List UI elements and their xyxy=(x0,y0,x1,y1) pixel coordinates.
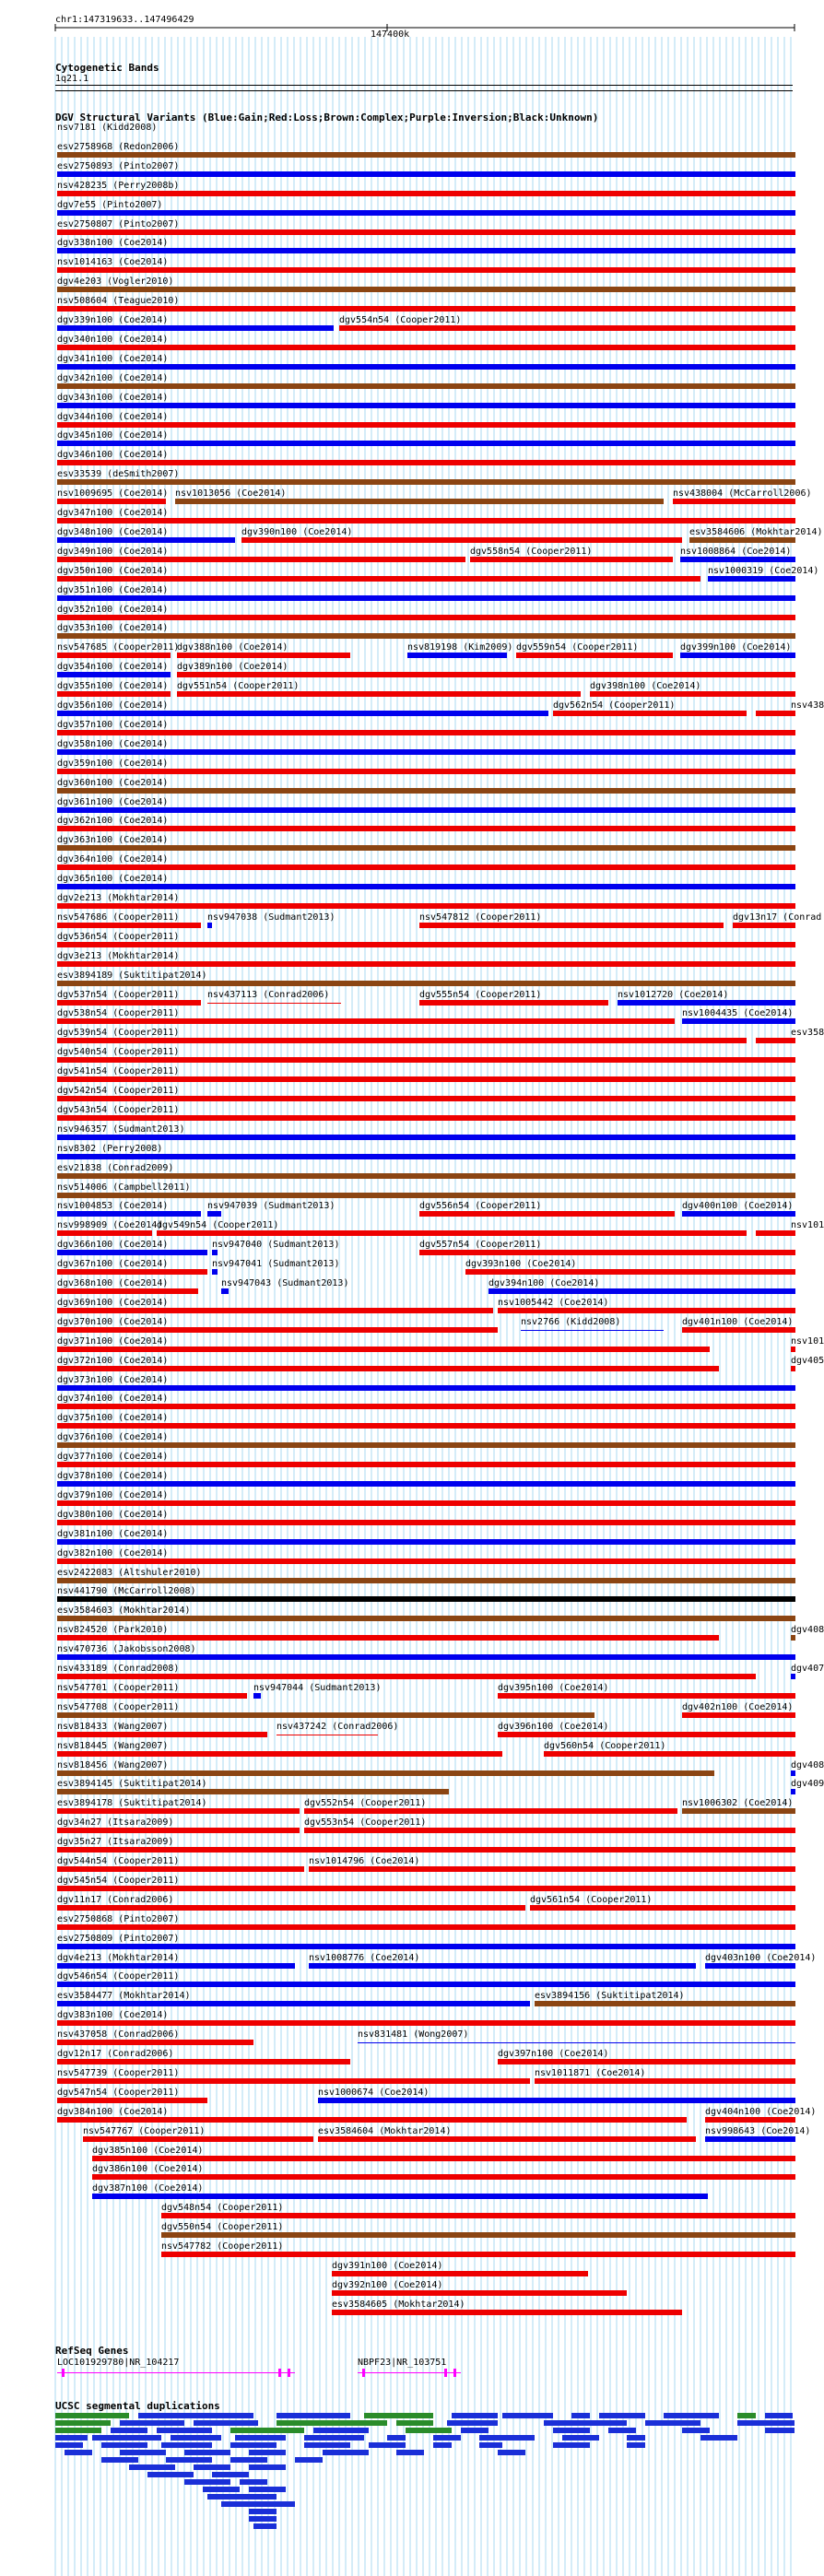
variant-label[interactable]: dgv383n100 (Coe2014) xyxy=(57,2010,169,2021)
variant-label[interactable]: dgv343n100 (Coe2014) xyxy=(57,392,169,403)
variant-label[interactable]: nsv101 xyxy=(791,1220,824,1231)
variant-label[interactable]: dgv354n100 (Coe2014) xyxy=(57,662,169,673)
variant-label[interactable]: dgv379n100 (Coe2014) xyxy=(57,1489,169,1500)
segdup-block[interactable] xyxy=(166,2457,212,2463)
variant-label[interactable]: nsv441790 (McCarroll2008) xyxy=(57,1586,196,1597)
variant-label[interactable]: nsv101 xyxy=(791,1335,824,1347)
variant-label[interactable]: dgv545n54 (Cooper2011) xyxy=(57,1875,180,1886)
segdup-block[interactable] xyxy=(129,2464,175,2470)
segdup-block[interactable] xyxy=(571,2413,590,2418)
variant-label[interactable]: dgv362n100 (Coe2014) xyxy=(57,816,169,827)
segdup-block[interactable] xyxy=(212,2472,249,2477)
variant-label[interactable]: dgv351n100 (Coe2014) xyxy=(57,584,169,595)
segdup-block[interactable] xyxy=(479,2435,535,2441)
segdup-block[interactable] xyxy=(249,2487,286,2492)
segdup-block[interactable] xyxy=(304,2435,364,2441)
segdup-block[interactable] xyxy=(147,2472,194,2477)
variant-label[interactable]: dgv402n100 (Coe2014) xyxy=(682,1701,794,1712)
variant-label[interactable]: nsv947040 (Sudmant2013) xyxy=(212,1240,340,1251)
variant-label[interactable]: dgv391n100 (Coe2014) xyxy=(332,2260,443,2271)
gene-label[interactable]: LOC101929780|NR_104217 xyxy=(57,2358,180,2368)
segdup-block[interactable] xyxy=(544,2420,627,2426)
segdup-block[interactable] xyxy=(433,2442,452,2448)
variant-label[interactable]: dgv340n100 (Coe2014) xyxy=(57,334,169,345)
variant-label[interactable]: dgv558n54 (Cooper2011) xyxy=(470,546,593,557)
ruler-range: chr1:147319633..147496429 xyxy=(55,15,194,25)
variant-label[interactable]: nsv1008864 (Coe2014) xyxy=(680,546,792,557)
segdup-block[interactable] xyxy=(461,2428,489,2433)
segdup-block[interactable] xyxy=(184,2479,230,2485)
variant-label[interactable]: nsv547686 (Cooper2011) xyxy=(57,912,180,923)
variant-label[interactable]: dgv357n100 (Coe2014) xyxy=(57,719,169,730)
variant-label[interactable]: dgv373n100 (Coe2014) xyxy=(57,1374,169,1385)
variant-label[interactable]: nsv947041 (Sudmant2013) xyxy=(212,1259,340,1270)
variant-label[interactable]: dgv380n100 (Coe2014) xyxy=(57,1509,169,1520)
variant-label[interactable]: dgv389n100 (Coe2014) xyxy=(177,662,288,673)
segdup-block[interactable] xyxy=(502,2413,553,2418)
variant-label[interactable]: nsv470736 (Jakobsson2008) xyxy=(57,1644,196,1655)
variant-label[interactable]: nsv437058 (Conrad2006) xyxy=(57,2029,180,2041)
variant-label[interactable]: dgv348n100 (Coe2014) xyxy=(57,526,169,537)
variant-label[interactable]: nsv819198 (Kim2009) xyxy=(407,642,513,653)
variant-label[interactable]: dgv346n100 (Coe2014) xyxy=(57,450,169,461)
segdup-block[interactable] xyxy=(55,2435,88,2441)
variant-label[interactable]: nsv1004853 (Coe2014) xyxy=(57,1201,169,1212)
variant-label[interactable]: dgv384n100 (Coe2014) xyxy=(57,2106,169,2117)
segdup-block[interactable] xyxy=(737,2413,756,2418)
variant-label[interactable]: esv3894145 (Suktitipat2014) xyxy=(57,1779,207,1790)
variant-label[interactable]: nsv547701 (Cooper2011) xyxy=(57,1682,180,1693)
variant-label[interactable]: dgv376n100 (Coe2014) xyxy=(57,1432,169,1443)
segdup-block[interactable] xyxy=(207,2494,277,2500)
variant-label[interactable]: nsv437113 (Conrad2006) xyxy=(207,989,330,1000)
variant-label[interactable]: dgv375n100 (Coe2014) xyxy=(57,1413,169,1424)
variant-label[interactable]: esv358 xyxy=(791,1028,824,1039)
variant-label[interactable]: nsv514006 (Campbell2011) xyxy=(57,1182,191,1193)
segdup-block[interactable] xyxy=(249,2450,286,2455)
variant-label[interactable]: dgv360n100 (Coe2014) xyxy=(57,777,169,788)
variant-label[interactable]: dgv11n17 (Conrad2006) xyxy=(57,1894,174,1905)
variant-label[interactable]: dgv546n54 (Cooper2011) xyxy=(57,1971,180,1982)
segdup-block[interactable] xyxy=(171,2435,221,2441)
segdup-block[interactable] xyxy=(553,2428,590,2433)
variant-label[interactable]: nsv818433 (Wang2007) xyxy=(57,1721,169,1732)
segdup-block[interactable] xyxy=(295,2457,323,2463)
variant-label[interactable]: dgv539n54 (Cooper2011) xyxy=(57,1028,180,1039)
segdup-block[interactable] xyxy=(230,2457,267,2463)
variant-label[interactable]: dgv392n100 (Coe2014) xyxy=(332,2279,443,2290)
variant-label[interactable]: dgv407 xyxy=(791,1664,824,1674)
variant-label[interactable]: dgv560n54 (Cooper2011) xyxy=(544,1740,666,1751)
variant-label[interactable]: dgv364n100 (Coe2014) xyxy=(57,854,169,865)
variant-label[interactable]: dgv536n54 (Cooper2011) xyxy=(57,931,180,942)
variant-label[interactable]: dgv381n100 (Coe2014) xyxy=(57,1528,169,1539)
variant-label[interactable]: dgv341n100 (Coe2014) xyxy=(57,353,169,364)
segdup-block[interactable] xyxy=(447,2420,498,2426)
variant-label[interactable]: dgv378n100 (Coe2014) xyxy=(57,1471,169,1481)
variant-label[interactable]: dgv390n100 (Coe2014) xyxy=(241,526,353,537)
variant-label[interactable]: nsv818456 (Wang2007) xyxy=(57,1759,169,1770)
variant-label[interactable]: dgv544n54 (Cooper2011) xyxy=(57,1856,180,1866)
variant-label[interactable]: nsv1005442 (Coe2014) xyxy=(498,1297,609,1308)
segdup-block[interactable] xyxy=(700,2435,737,2441)
variant-label[interactable]: dgv344n100 (Coe2014) xyxy=(57,411,169,422)
variant-label[interactable]: esv3894178 (Suktitipat2014) xyxy=(57,1798,207,1809)
variant-label[interactable]: dgv377n100 (Coe2014) xyxy=(57,1452,169,1463)
variant-label[interactable]: nsv1008776 (Coe2014) xyxy=(309,1952,420,1963)
segdup-block[interactable] xyxy=(406,2428,452,2433)
variant-label[interactable]: esv2758968 (Redon2006) xyxy=(57,141,180,152)
variant-label[interactable]: dgv367n100 (Coe2014) xyxy=(57,1259,169,1270)
variant-label[interactable]: esv2750807 (Pinto2007) xyxy=(57,218,180,229)
variant-label[interactable]: dgv401n100 (Coe2014) xyxy=(682,1316,794,1327)
segdup-block[interactable] xyxy=(249,2509,277,2514)
variant-label[interactable]: nsv1004435 (Coe2014) xyxy=(682,1008,794,1019)
cytoband-name: 1q21.1 xyxy=(55,74,89,84)
segdup-block[interactable] xyxy=(249,2464,286,2470)
variant-label[interactable]: esv3584477 (Mokhtar2014) xyxy=(57,1991,191,2002)
variant-label[interactable]: esv2750809 (Pinto2007) xyxy=(57,1933,180,1944)
ruler-tick-label: 147400k xyxy=(371,29,410,40)
variant-label[interactable]: nsv947043 (Sudmant2013) xyxy=(221,1278,349,1288)
variant-label[interactable]: nsv547767 (Cooper2011) xyxy=(83,2125,206,2136)
variant-label[interactable]: nsv1011871 (Coe2014) xyxy=(535,2067,646,2078)
variant-label[interactable]: dgv345n100 (Coe2014) xyxy=(57,430,169,441)
variant-label[interactable]: dgv365n100 (Coe2014) xyxy=(57,874,169,885)
variant-label[interactable]: dgv394n100 (Coe2014) xyxy=(489,1278,600,1288)
variant-label[interactable]: nsv508604 (Teague2010) xyxy=(57,296,180,307)
variant-label[interactable]: dgv403n100 (Coe2014) xyxy=(705,1952,817,1963)
segdup-block[interactable] xyxy=(161,2442,212,2448)
variant-label[interactable]: nsv947038 (Sudmant2013) xyxy=(207,912,335,923)
segdup-block[interactable] xyxy=(65,2450,92,2455)
variant-label[interactable]: dgv34n27 (Itsara2009) xyxy=(57,1817,174,1829)
variant-label[interactable]: nsv1009695 (Coe2014) xyxy=(57,488,169,500)
variant-label[interactable]: esv3894189 (Suktitipat2014) xyxy=(57,970,207,981)
variant-label[interactable]: esv2750893 (Pinto2007) xyxy=(57,160,180,171)
variant-label[interactable]: dgv350n100 (Coe2014) xyxy=(57,565,169,576)
refseq-header: RefSeq Genes xyxy=(55,2345,129,2357)
variant-label[interactable]: nsv1014163 (Coe2014) xyxy=(57,257,169,268)
variant-label[interactable]: nsv428235 (Perry2008b) xyxy=(57,180,180,191)
variant-label[interactable]: esv21838 (Conrad2009) xyxy=(57,1162,174,1173)
segdup-block[interactable] xyxy=(277,2420,387,2426)
variant-label[interactable]: dgv387n100 (Coe2014) xyxy=(92,2183,204,2194)
variant-label[interactable]: dgv540n54 (Cooper2011) xyxy=(57,1047,180,1058)
variant-label[interactable]: dgv370n100 (Coe2014) xyxy=(57,1316,169,1327)
variant-label[interactable]: dgv349n100 (Coe2014) xyxy=(57,546,169,557)
segdup-block[interactable] xyxy=(599,2413,645,2418)
variant-label[interactable]: dgv374n100 (Coe2014) xyxy=(57,1394,169,1405)
variant-label[interactable]: nsv7181 (Kidd2008) xyxy=(57,123,158,133)
segdup-block[interactable] xyxy=(235,2435,286,2441)
variant-label[interactable]: dgv393n100 (Coe2014) xyxy=(465,1259,577,1270)
variant-label[interactable]: dgv551n54 (Cooper2011) xyxy=(177,681,300,692)
variant-label[interactable]: nsv1012720 (Coe2014) xyxy=(618,989,729,1000)
variant-label[interactable]: dgv372n100 (Coe2014) xyxy=(57,1355,169,1366)
segdup-block[interactable] xyxy=(452,2413,498,2418)
variant-label[interactable]: esv3894156 (Suktitipat2014) xyxy=(535,1991,685,2002)
variant-label[interactable]: dgv553n54 (Cooper2011) xyxy=(304,1817,427,1829)
variant-label[interactable]: dgv549n54 (Cooper2011) xyxy=(157,1220,279,1231)
segdup-block[interactable] xyxy=(553,2442,590,2448)
variant-label[interactable]: dgv355n100 (Coe2014) xyxy=(57,681,169,692)
variant-label[interactable]: dgv555n54 (Cooper2011) xyxy=(419,989,542,1000)
segdup-block[interactable] xyxy=(203,2487,240,2492)
variant-label[interactable]: dgv338n100 (Coe2014) xyxy=(57,238,169,249)
variant-label[interactable]: dgv541n54 (Cooper2011) xyxy=(57,1066,180,1077)
variant-label[interactable]: dgv2e213 (Mokhtar2014) xyxy=(57,893,180,903)
variant-label[interactable]: nsv1014796 (Coe2014) xyxy=(309,1856,420,1866)
variant-label[interactable]: dgv358n100 (Coe2014) xyxy=(57,738,169,749)
dgv-header: DGV Structural Variants (Blue:Gain;Red:Loss;Brown:Complex;Purple:Inversion;Black:Unknown) xyxy=(55,112,599,124)
variant-label[interactable]: dgv356n100 (Coe2014) xyxy=(57,700,169,711)
variant-label[interactable]: dgv408 xyxy=(791,1625,824,1636)
variant-label[interactable]: dgv385n100 (Coe2014) xyxy=(92,2145,204,2156)
variant-label[interactable]: nsv998643 (Coe2014) xyxy=(705,2125,811,2136)
variant-label[interactable]: nsv1000674 (Coe2014) xyxy=(318,2087,430,2098)
segdup-block[interactable] xyxy=(664,2413,719,2418)
segdup-block[interactable] xyxy=(249,2516,277,2522)
variant-label[interactable]: dgv371n100 (Coe2014) xyxy=(57,1335,169,1347)
variant-label[interactable]: dgv547n54 (Cooper2011) xyxy=(57,2087,180,2098)
segdup-block[interactable] xyxy=(111,2428,147,2433)
variant-label[interactable]: esv2750868 (Pinto2007) xyxy=(57,1913,180,1924)
segdup-block[interactable] xyxy=(55,2428,101,2433)
variant-label[interactable]: dgv35n27 (Itsara2009) xyxy=(57,1837,174,1848)
segdup-block[interactable] xyxy=(55,2420,111,2426)
variant-label[interactable]: esv33539 (deSmith2007) xyxy=(57,469,180,480)
variant-label[interactable]: dgv359n100 (Coe2014) xyxy=(57,758,169,769)
segdup-block[interactable] xyxy=(101,2442,147,2448)
variant-label[interactable]: dgv363n100 (Coe2014) xyxy=(57,835,169,846)
variant-label[interactable]: dgv382n100 (Coe2014) xyxy=(57,1547,169,1559)
variant-label[interactable]: dgv388n100 (Coe2014) xyxy=(177,642,288,653)
segdup-block[interactable] xyxy=(157,2428,212,2433)
segdup-block[interactable] xyxy=(396,2450,424,2455)
variant-label[interactable]: esv3584605 (Mokhtar2014) xyxy=(332,2299,465,2310)
variant-label[interactable]: nsv998909 (Coe2014) xyxy=(57,1220,163,1231)
segdup-block[interactable] xyxy=(304,2442,350,2448)
segdup-block[interactable] xyxy=(323,2450,369,2455)
segdup-block[interactable] xyxy=(387,2435,406,2441)
variant-label[interactable]: dgv12n17 (Conrad2006) xyxy=(57,2049,174,2059)
segdup-block[interactable] xyxy=(364,2413,433,2418)
variant-label[interactable]: nsv437242 (Conrad2006) xyxy=(277,1721,399,1732)
variant-label[interactable]: dgv552n54 (Cooper2011) xyxy=(304,1798,427,1809)
segdup-block[interactable] xyxy=(55,2413,129,2418)
variant-label[interactable]: dgv557n54 (Cooper2011) xyxy=(419,1240,542,1251)
variant-label[interactable]: nsv8302 (Perry2008) xyxy=(57,1143,163,1154)
segdup-block[interactable] xyxy=(433,2435,461,2441)
variant-label[interactable]: nsv947039 (Sudmant2013) xyxy=(207,1201,335,1212)
segdup-block[interactable] xyxy=(184,2450,230,2455)
segdup-block[interactable] xyxy=(369,2442,406,2448)
variant-label[interactable]: nsv831481 (Wong2007) xyxy=(358,2029,469,2041)
variant-label[interactable]: dgv550n54 (Cooper2011) xyxy=(161,2222,284,2233)
variant-label[interactable]: dgv366n100 (Coe2014) xyxy=(57,1240,169,1251)
variant-label[interactable]: dgv4e203 (Vogler2010) xyxy=(57,276,174,288)
cytoband-header: Cytogenetic Bands xyxy=(55,62,159,74)
segdup-block[interactable] xyxy=(765,2413,793,2418)
segdup-block[interactable] xyxy=(737,2420,795,2426)
variant-label[interactable]: nsv547685 (Cooper2011) xyxy=(57,642,180,653)
segdup-block[interactable] xyxy=(498,2450,525,2455)
variant-label[interactable]: nsv818445 (Wang2007) xyxy=(57,1740,169,1751)
variant-label[interactable]: nsv947044 (Sudmant2013) xyxy=(253,1682,382,1693)
variant-label[interactable]: dgv361n100 (Coe2014) xyxy=(57,796,169,807)
variant-label[interactable]: dgv562n54 (Cooper2011) xyxy=(553,700,676,711)
variant-label[interactable]: dgv559n54 (Cooper2011) xyxy=(516,642,639,653)
variant-label[interactable]: dgv548n54 (Cooper2011) xyxy=(161,2203,284,2214)
variant-label[interactable]: dgv537n54 (Cooper2011) xyxy=(57,989,180,1000)
variant-label[interactable]: esv3584606 (Mokhtar2014) xyxy=(689,526,823,537)
segdup-block[interactable] xyxy=(396,2420,433,2426)
variant-label[interactable]: dgv396n100 (Coe2014) xyxy=(498,1721,609,1732)
variant-label[interactable]: dgv347n100 (Coe2014) xyxy=(57,508,169,518)
variant-label[interactable]: dgv538n54 (Cooper2011) xyxy=(57,1008,180,1019)
variant-label[interactable]: dgv554n54 (Cooper2011) xyxy=(339,315,462,325)
gene-label[interactable]: NBPF23|NR_103751 xyxy=(358,2358,447,2368)
segdup-block[interactable] xyxy=(765,2428,795,2433)
variant-label[interactable]: nsv438 xyxy=(791,700,824,711)
segdup-block[interactable] xyxy=(682,2428,710,2433)
variant-label[interactable]: dgv404n100 (Coe2014) xyxy=(705,2106,817,2117)
variant-label[interactable]: nsv547812 (Cooper2011) xyxy=(419,912,542,923)
segdup-block[interactable] xyxy=(627,2435,645,2441)
variant-label[interactable]: dgv400n100 (Coe2014) xyxy=(682,1201,794,1212)
segdup-block[interactable] xyxy=(240,2479,267,2485)
variant-label[interactable]: nsv824520 (Park2010) xyxy=(57,1625,169,1636)
variant-label[interactable]: dgv339n100 (Coe2014) xyxy=(57,315,169,325)
variant-label[interactable]: dgv398n100 (Coe2014) xyxy=(590,681,701,692)
variant-label[interactable]: dgv397n100 (Coe2014) xyxy=(498,2049,609,2059)
variant-label[interactable]: esv3584603 (Mokhtar2014) xyxy=(57,1606,191,1617)
variant-label[interactable]: dgv542n54 (Cooper2011) xyxy=(57,1086,180,1096)
variant-label[interactable]: nsv1000319 (Coe2014) xyxy=(708,565,819,576)
segdup-block[interactable] xyxy=(120,2450,166,2455)
segdup-block[interactable] xyxy=(313,2428,369,2433)
variant-label[interactable]: dgv4e213 (Mokhtar2014) xyxy=(57,1952,180,1963)
segdup-header: UCSC segmental duplications xyxy=(55,2400,220,2412)
variant-label[interactable]: dgv386n100 (Coe2014) xyxy=(92,2164,204,2175)
variant-label[interactable]: dgv561n54 (Cooper2011) xyxy=(530,1894,653,1905)
segdup-block[interactable] xyxy=(230,2442,277,2448)
variant-label[interactable]: nsv2766 (Kidd2008) xyxy=(521,1316,621,1327)
segdup-block[interactable] xyxy=(230,2428,304,2433)
variant-label[interactable]: nsv547739 (Cooper2011) xyxy=(57,2067,180,2078)
variant-label[interactable]: dgv7e55 (Pinto2007) xyxy=(57,199,163,210)
variant-label[interactable]: nsv1013056 (Coe2014) xyxy=(175,488,287,500)
variant-label[interactable]: dgv408 xyxy=(791,1759,824,1770)
segdup-block[interactable] xyxy=(55,2442,83,2448)
segdup-block[interactable] xyxy=(194,2464,230,2470)
variant-label[interactable]: dgv405 xyxy=(791,1355,824,1366)
segdup-block[interactable] xyxy=(221,2501,295,2507)
variant-label[interactable]: dgv13n17 (Conrad xyxy=(733,912,822,923)
variant-label[interactable]: dgv369n100 (Coe2014) xyxy=(57,1297,169,1308)
variant-label[interactable]: dgv353n100 (Coe2014) xyxy=(57,623,169,634)
segdup-block[interactable] xyxy=(645,2420,700,2426)
segdup-block[interactable] xyxy=(253,2523,277,2529)
segdup-block[interactable] xyxy=(627,2442,645,2448)
variant-label[interactable]: nsv946357 (Sudmant2013) xyxy=(57,1123,185,1135)
segdup-block[interactable] xyxy=(101,2457,138,2463)
variant-label[interactable]: dgv3e213 (Mokhtar2014) xyxy=(57,950,180,961)
segdup-block[interactable] xyxy=(277,2413,350,2418)
segdup-block[interactable] xyxy=(562,2435,599,2441)
segdup-block[interactable] xyxy=(194,2420,258,2426)
variant-label[interactable]: esv2422083 (Altshuler2010) xyxy=(57,1567,202,1578)
variant-label[interactable]: dgv342n100 (Coe2014) xyxy=(57,372,169,383)
variant-label[interactable]: nsv438004 (McCarroll2006) xyxy=(673,488,812,500)
variant-label[interactable]: dgv399n100 (Coe2014) xyxy=(680,642,792,653)
variant-label[interactable]: dgv395n100 (Coe2014) xyxy=(498,1682,609,1693)
segdup-block[interactable] xyxy=(608,2428,636,2433)
variant-label[interactable]: nsv547708 (Cooper2011) xyxy=(57,1701,180,1712)
variant-label[interactable]: dgv368n100 (Coe2014) xyxy=(57,1278,169,1288)
variant-label[interactable]: dgv543n54 (Cooper2011) xyxy=(57,1104,180,1115)
segdup-block[interactable] xyxy=(138,2413,253,2418)
segdup-block[interactable] xyxy=(92,2435,161,2441)
variant-label[interactable]: nsv1006302 (Coe2014) xyxy=(682,1798,794,1809)
variant-label[interactable]: nsv547782 (Cooper2011) xyxy=(161,2241,284,2252)
variant-label[interactable]: dgv352n100 (Coe2014) xyxy=(57,604,169,615)
variant-label[interactable]: nsv433189 (Conrad2008) xyxy=(57,1664,180,1674)
variant-label[interactable]: dgv556n54 (Cooper2011) xyxy=(419,1201,542,1212)
variant-label[interactable]: dgv409 xyxy=(791,1779,824,1790)
variant-label[interactable]: esv3584604 (Mokhtar2014) xyxy=(318,2125,452,2136)
segdup-block[interactable] xyxy=(120,2420,184,2426)
segdup-block[interactable] xyxy=(479,2442,502,2448)
